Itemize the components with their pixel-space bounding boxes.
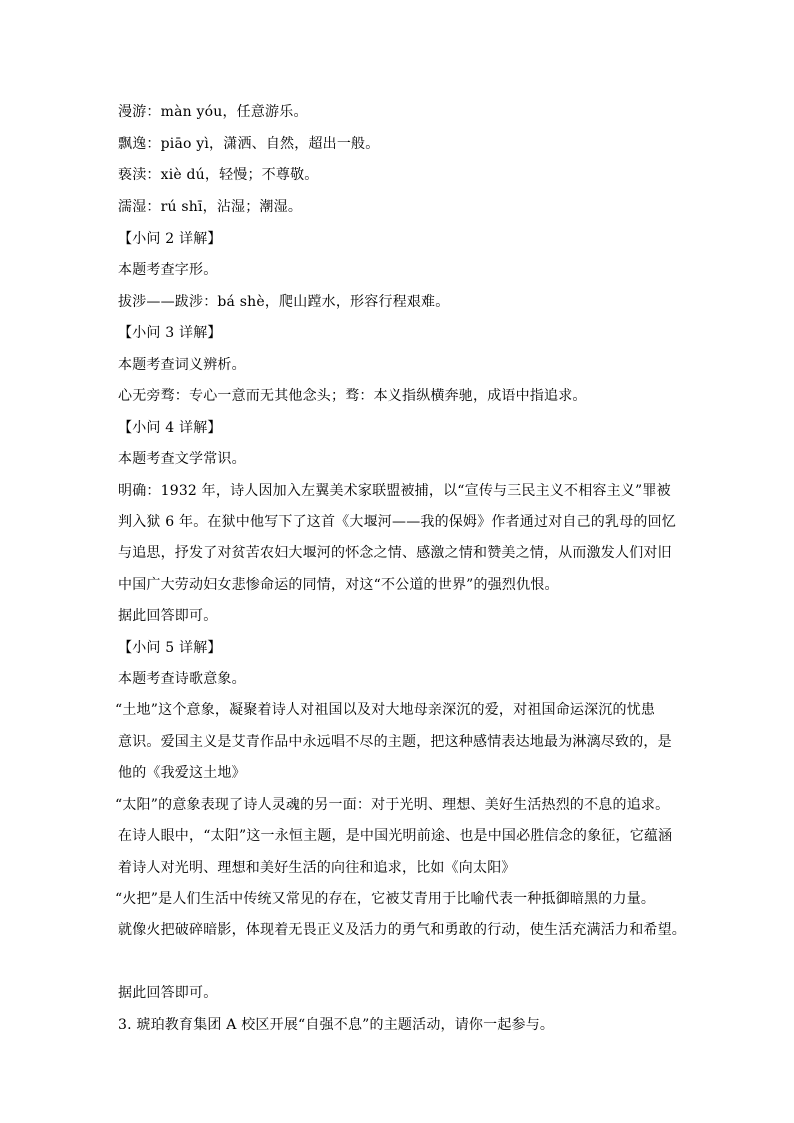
text-line: 亵渎：xiè dú，轻慢；不尊敬。 <box>118 167 319 183</box>
question-line: 3. 琥珀教育集团 A 校区开展“自强不息”的主题活动，请你一起参与。 <box>118 1017 555 1033</box>
text-line: “太阳”的意象表现了诗人灵魂的另一面：对于光明、理想、美好生活热烈的不息的追求。 <box>115 797 670 813</box>
text-line: 中国广大劳动妇女悲惨命运的同情，对这“不公道的世界”的强烈仇恨。 <box>118 577 559 593</box>
section-heading: 【小问 4 详解】 <box>118 420 222 436</box>
text-line: 判入狱 6 年。在狱中他写下了这首《大堰河——我的保姆》作者通过对自己的乳母的回忆 <box>118 514 677 530</box>
text-line: 据此回答即可。 <box>118 608 218 624</box>
text-line: 漫游：màn yóu，任意游乐。 <box>118 104 308 120</box>
text-line: 明确：1932 年，诗人因加入左翼美术家联盟被捕，以“宣传与三民主义不相容主义”罪被 <box>118 483 671 499</box>
text-line: 本题考查文学常识。 <box>118 451 246 467</box>
section-heading: 【小问 2 详解】 <box>118 231 222 247</box>
text-line: 意识。爱国主义是艾青作品中永远唱不尽的主题，把这种感情表达地最为淋漓尽致的，是 <box>118 734 672 750</box>
text-line: 飘逸：piāo yì，潇洒、自然，超出一般。 <box>118 136 380 152</box>
section-heading: 【小问 5 详解】 <box>118 640 222 656</box>
text-line: 着诗人对光明、理想和美好生活的向往和追求，比如《向太阳》 <box>118 860 516 876</box>
text-line: 心无旁骛：专心一意而无其他念头；骛：本义指纵横奔驰，成语中指追求。 <box>118 388 587 404</box>
section-heading: 【小问 3 详解】 <box>118 325 222 341</box>
text-line: 就像火把破碎暗影，体现着无畏正义及活力的勇气和勇敢的行动，使生活充满活力和希望。 <box>118 922 686 938</box>
text-line: 濡湿：rú shī，沾湿；潮湿。 <box>118 199 303 215</box>
text-line: 拔涉——跋涉：bá shè，爬山蹚水，形容行程艰难。 <box>118 294 450 310</box>
text-line: 本题考查字形。 <box>118 262 218 278</box>
text-line: 与追思，抒发了对贫苦农妇大堰河的怀念之情、感激之情和赞美之情，从而激发人们对旧 <box>118 545 672 561</box>
text-line: 在诗人眼中，“太阳”这一永恒主题，是中国光明前途、也是中国必胜信念的象征，它蕴涵 <box>118 828 673 844</box>
text-line: “土地”这个意象，凝聚着诗人对祖国以及对大地母亲深沉的爱，对祖国命运深沉的忧患 <box>115 702 656 718</box>
text-line: 据此回答即可。 <box>118 985 218 1001</box>
text-line: 本题考查诗歌意象。 <box>118 671 246 687</box>
text-line: 他的《我爱这土地》 <box>118 765 246 781</box>
text-line: “火把”是人们生活中传统又常见的存在，它被艾青用于比喻代表一种抵御暗黑的力量。 <box>115 891 656 907</box>
text-line: 本题考查词义辨析。 <box>118 357 246 373</box>
